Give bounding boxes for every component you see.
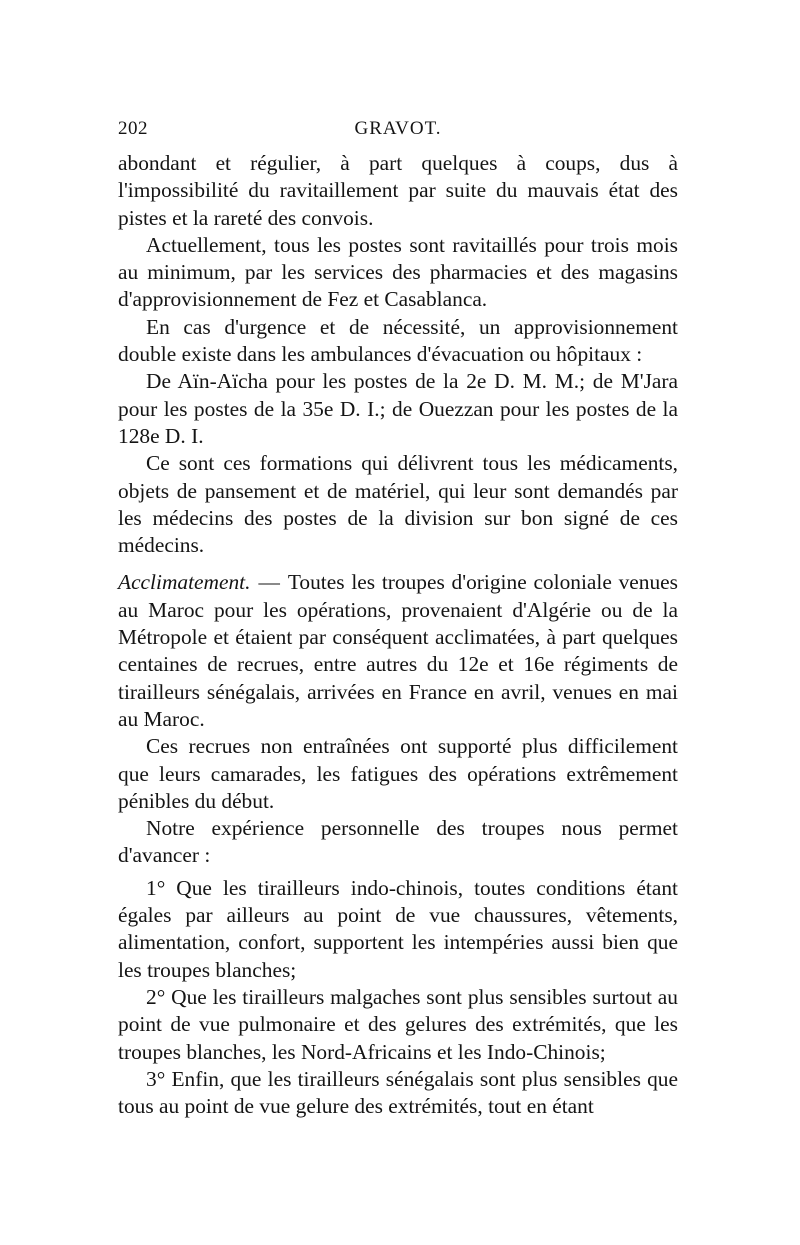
- book-page: [118, 118, 678, 1120]
- section-dash: —: [258, 570, 280, 595]
- paragraph: Ce sont ces formations qui délivrent tous les médicaments, objets de pansement et de matériel, qui leur sont demandés par les médecins des postes de la division sur bon signé de ces médecins.: [118, 451, 678, 558]
- paragraph: De Aïn-Aïcha pour les postes de la 2e D. M. M.; de M'Jara pour les postes de la 35e D. I.; de Ouezzan pour les postes de la 128e D. I.: [118, 369, 678, 448]
- section-heading: Acclimatement.: [118, 570, 251, 595]
- paragraph: Actuellement, tous les postes sont ravitaillés pour trois mois au minimum, par les services des pharmacies et des magasins d'approvisionnement de Fez et Casablanca.: [118, 232, 678, 312]
- paragraph-continuation: abondant et régulier, à part quelques à coups, dus à l'impossibilité du ravitaillement par suite du mauvais état des pistes et la rareté des convois.: [118, 151, 678, 230]
- body-text: [118, 150, 678, 1120]
- paragraph: Ces recrues non entraînées ont supporté plus difficilement que leurs camarades, les fatigues des opérations extrêmement pénibles du début.: [118, 734, 678, 813]
- running-title: GRAVOT.: [354, 118, 442, 139]
- section-paragraph: [118, 569, 678, 733]
- list-item: 2° Que les tirailleurs malgaches sont plus sensibles surtout au point de vue pulmonaire et des gelures des extrémités, que les troupes blanches, les Nord-Africains et les Indo-Chinois;: [118, 984, 678, 1064]
- paragraph: Notre expérience personnelle des troupes nous permet d'avancer :: [118, 816, 678, 868]
- page-number: 202: [118, 118, 148, 139]
- list-item: 3° Enfin, que les tirailleurs sénégalais sont plus sensibles que tous au point de vue gelure des extrémités, tout en étant: [118, 1066, 678, 1119]
- list-item: 1° Que les tirailleurs indo-chinois, toutes conditions étant égales par ailleurs au point de vue chaussures, vêtements, alimentation, confort, supportent les intempéries aussi bien que les troupes blanches;: [118, 875, 678, 982]
- page-header: [118, 118, 678, 148]
- paragraph: En cas d'urgence et de nécessité, un approvisionnement double existe dans les ambulances d'évacuation ou hôpitaux :: [118, 314, 678, 367]
- section-text: Toutes les troupes d'origine coloniale venues au Maroc pour les opérations, provenaient d'Algérie ou de la Métropole et étaient par conséquent acclimatées, à part quelques centaines de recrues, entre autres du 12e et 16e régiments de tirailleurs sénégalais, arrivées en France en avril, venues en mai au Maroc.: [118, 570, 678, 731]
